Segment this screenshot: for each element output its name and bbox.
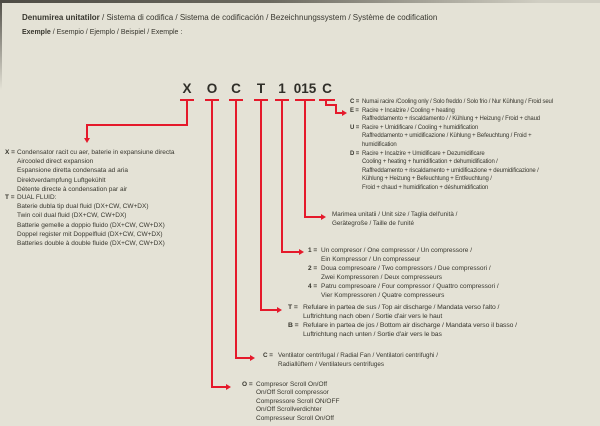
legend-row — [350, 184, 553, 193]
legend-row — [350, 115, 553, 124]
connector-x-horizontal — [87, 124, 188, 126]
code-char-c: C — [231, 81, 241, 96]
legend-row — [350, 175, 553, 184]
legend-text: Luftrichtung nach oben / Sortie d'air vers le haut — [303, 313, 443, 320]
legend-text: Compresseur Scroll On/Off — [256, 414, 334, 422]
legend-text: Racire + Umidificare / Cooling + humidification — [362, 124, 479, 131]
connector-t-arrow-icon — [277, 307, 282, 313]
bracket-c2 — [319, 99, 335, 101]
legend-text: Raffreddamento + riscaldamento + umidificazione + deumidificazione / — [362, 167, 539, 174]
legend-row — [350, 98, 553, 107]
legend-text: Raffreddamento + umidificazione / Kühlung + Befeuchtung / Froid + — [362, 133, 532, 140]
connector-c-arrow-icon — [250, 355, 255, 361]
legend-row — [350, 124, 553, 133]
legend-text: Direktverdampfung Luftgekühlt — [17, 176, 106, 184]
legend-row — [350, 132, 553, 141]
legend-row — [350, 150, 553, 159]
legend-text: On/Off Scroll compressor — [256, 389, 329, 397]
connector-c2-arrow-icon — [342, 110, 347, 116]
connector-t-horizontal — [260, 309, 277, 311]
legend-t-dual-fluid — [5, 193, 165, 248]
connector-x-arrow-icon — [84, 138, 90, 143]
legend-text: Batteries double à double fluide (DX+CW, CW+DX) — [17, 240, 165, 248]
legend-text: humidification — [362, 141, 397, 148]
legend-text: Compressore Scroll ON/OFF — [256, 397, 340, 405]
connector-015-arrow-icon — [321, 214, 326, 220]
legend-key: T = — [288, 304, 298, 311]
legend-text: Luftrichtung nach unten / Sortie d'air vers le bas — [303, 331, 442, 338]
legend-row — [350, 107, 553, 116]
legend-key: 2 = — [308, 265, 318, 272]
code-char-t: T — [256, 81, 266, 96]
legend-text: Détente directe à condensation par air — [17, 185, 128, 193]
legend-row — [263, 351, 438, 360]
legend-text: Gerätegroße / Taille de l'unité — [332, 219, 414, 227]
legend-text: Racire + Incalzire / Cooling + heating — [362, 107, 455, 114]
legend-text: Zwei Kompressoren / Deux compresseurs — [321, 274, 443, 281]
legend-row — [5, 230, 165, 239]
legend-key: 4 = — [308, 283, 318, 290]
code-char-1: 1 — [278, 81, 286, 96]
connector-1-horizontal — [281, 251, 299, 253]
legend-row — [263, 360, 438, 369]
title-bold: Denumirea unitatilor — [22, 13, 100, 22]
legend-key: B = — [288, 322, 299, 329]
connector-o-stem — [211, 101, 213, 386]
connector-x-drop — [86, 124, 88, 138]
legend-row — [308, 273, 499, 282]
legend-text: Refulare in partea de jos / Bottom air discharge / Mandata verso il basso / — [303, 322, 517, 329]
legend-row — [5, 211, 165, 220]
page-top-edge — [0, 0, 600, 3]
legend-text: Marimea unitatii / Unit size / Taglia dell'unità / — [332, 211, 458, 218]
legend-row — [332, 220, 457, 229]
connector-o-horizontal — [211, 386, 226, 388]
legend-row — [350, 167, 553, 176]
connector-c-stem — [235, 101, 237, 357]
legend-text: DUAL FLUID: — [17, 194, 57, 201]
connector-1-stem — [281, 101, 283, 251]
legend-text: Compresor Scroll On/Off — [256, 381, 328, 388]
example-rest: / Esempio / Ejemplo / Beispiel / Exemple : — [50, 29, 183, 36]
legend-x-aircooled — [5, 148, 175, 194]
legend-text: Numai racire /Cooling only / Solo freddo / Solo frio / Nur Kühlung / Froid seul — [362, 99, 553, 105]
legend-row — [242, 381, 339, 389]
legend-text: Espansione diretta condensata ad aria — [17, 167, 128, 175]
legend-row — [350, 158, 553, 167]
legend-row — [5, 148, 175, 157]
legend-row — [5, 166, 175, 175]
legend-text: Cooling + heating + humidification + dehumidification / — [362, 159, 498, 166]
legend-row — [242, 406, 339, 414]
legend-row — [5, 221, 165, 230]
legend-row — [308, 246, 499, 255]
legend-text: Vier Kompressoren / Quatre compresseurs — [321, 292, 445, 299]
legend-text: Un compresor / One compressor / Un compressore / — [321, 247, 472, 254]
legend-text: Baterie dubla tip dual fluid (DX+CW, CW+DX) — [17, 203, 149, 211]
legend-row — [5, 202, 165, 211]
legend-text: On/Off Scrollverdichter — [256, 406, 322, 414]
connector-c2-step3 — [335, 112, 342, 114]
legend-row — [288, 312, 517, 321]
title-rest: / Sistema di codifica / Sistema de codificación / Bezeichnungssystem / Système de codification — [99, 13, 438, 22]
legend-row — [288, 303, 517, 312]
legend-key: E = — [350, 107, 359, 114]
legend-text: Batterie gemelle a doppio fluido (DX+CW, CW+DX) — [17, 221, 165, 229]
legend-key: D = — [350, 150, 360, 157]
legend-text: Kühlung + Heizung + Befeuchtung + Entfeuchtung / — [362, 176, 492, 183]
legend-compressor-type — [242, 381, 339, 423]
legend-row — [242, 389, 339, 397]
legend-unit-size — [332, 211, 457, 228]
legend-text: Refulare in partea de sus / Top air discharge / Mandata verso l'alto / — [303, 304, 500, 311]
legend-text: Patru compresoare / Four compressor / Quattro compressori / — [321, 283, 499, 290]
legend-row — [308, 255, 499, 264]
legend-air-discharge — [288, 303, 517, 339]
legend-key: C = — [263, 352, 273, 359]
legend-text: Doppel register mit Doppelfluid (DX+CW, CW+DX) — [17, 230, 163, 238]
legend-compressor-count — [308, 246, 499, 300]
legend-text: Twin coil dual fluid (DX+CW, CW+DX) — [17, 212, 127, 220]
legend-row — [332, 211, 457, 220]
connector-015-stem — [304, 101, 306, 216]
legend-text: Racire + Incalzire + Umidificare + Dezumidificare — [362, 150, 485, 157]
legend-text: Ein Kompressor / Un compresseur — [321, 256, 421, 263]
code-char-c2: C — [322, 81, 332, 96]
legend-key: 1 = — [308, 247, 318, 254]
code-char-015: 015 — [293, 81, 317, 96]
legend-row — [5, 193, 165, 202]
legend-row — [242, 398, 339, 406]
legend-row — [5, 239, 165, 248]
legend-row — [350, 141, 553, 150]
legend-row — [288, 321, 517, 330]
example-bold: Exemple — [22, 29, 51, 36]
connector-x-stem — [186, 101, 188, 124]
connector-o-arrow-icon — [226, 384, 231, 390]
code-char-o: O — [206, 81, 218, 96]
legend-row — [308, 282, 499, 291]
legend-row — [5, 157, 175, 166]
page-left-edge — [0, 0, 2, 90]
legend-key: X = — [5, 149, 15, 156]
connector-1-arrow-icon — [299, 249, 304, 255]
legend-text: Radiallüftern / Ventilateurs centrifuges — [278, 361, 385, 368]
connector-t-stem — [260, 101, 262, 309]
legend-key: U = — [350, 124, 360, 131]
legend-key: O = — [242, 381, 253, 388]
legend-key: T = — [5, 194, 15, 201]
legend-text: Doua compresoare / Two compressors / Due compressori / — [321, 265, 491, 272]
code-char-x: X — [182, 81, 192, 96]
legend-row — [308, 264, 499, 273]
page-title — [22, 13, 437, 22]
example-line — [22, 29, 182, 36]
connector-c-horizontal — [235, 357, 250, 359]
connector-015-horizontal — [304, 216, 321, 218]
legend-key: C = — [350, 99, 360, 105]
legend-fan-type — [263, 351, 438, 369]
legend-text: Condensator racit cu aer, baterie in expansiune directa — [17, 149, 175, 156]
legend-row — [288, 330, 517, 339]
legend-text: Ventilator centrifugal / Radial Fan / Ventilatori centrifughi / — [278, 352, 438, 359]
legend-row — [308, 291, 499, 300]
legend-row — [242, 415, 339, 423]
legend-row — [5, 176, 175, 185]
legend-text: Aircooled direct expansion — [17, 158, 94, 166]
legend-cooling-modes — [350, 98, 553, 193]
legend-text: Froid + chaud + humidification + déshumidification — [362, 184, 489, 191]
legend-text: Raffreddamento + riscaldamento / / Kühlung + Heizung / Froid + chaud — [362, 116, 540, 123]
